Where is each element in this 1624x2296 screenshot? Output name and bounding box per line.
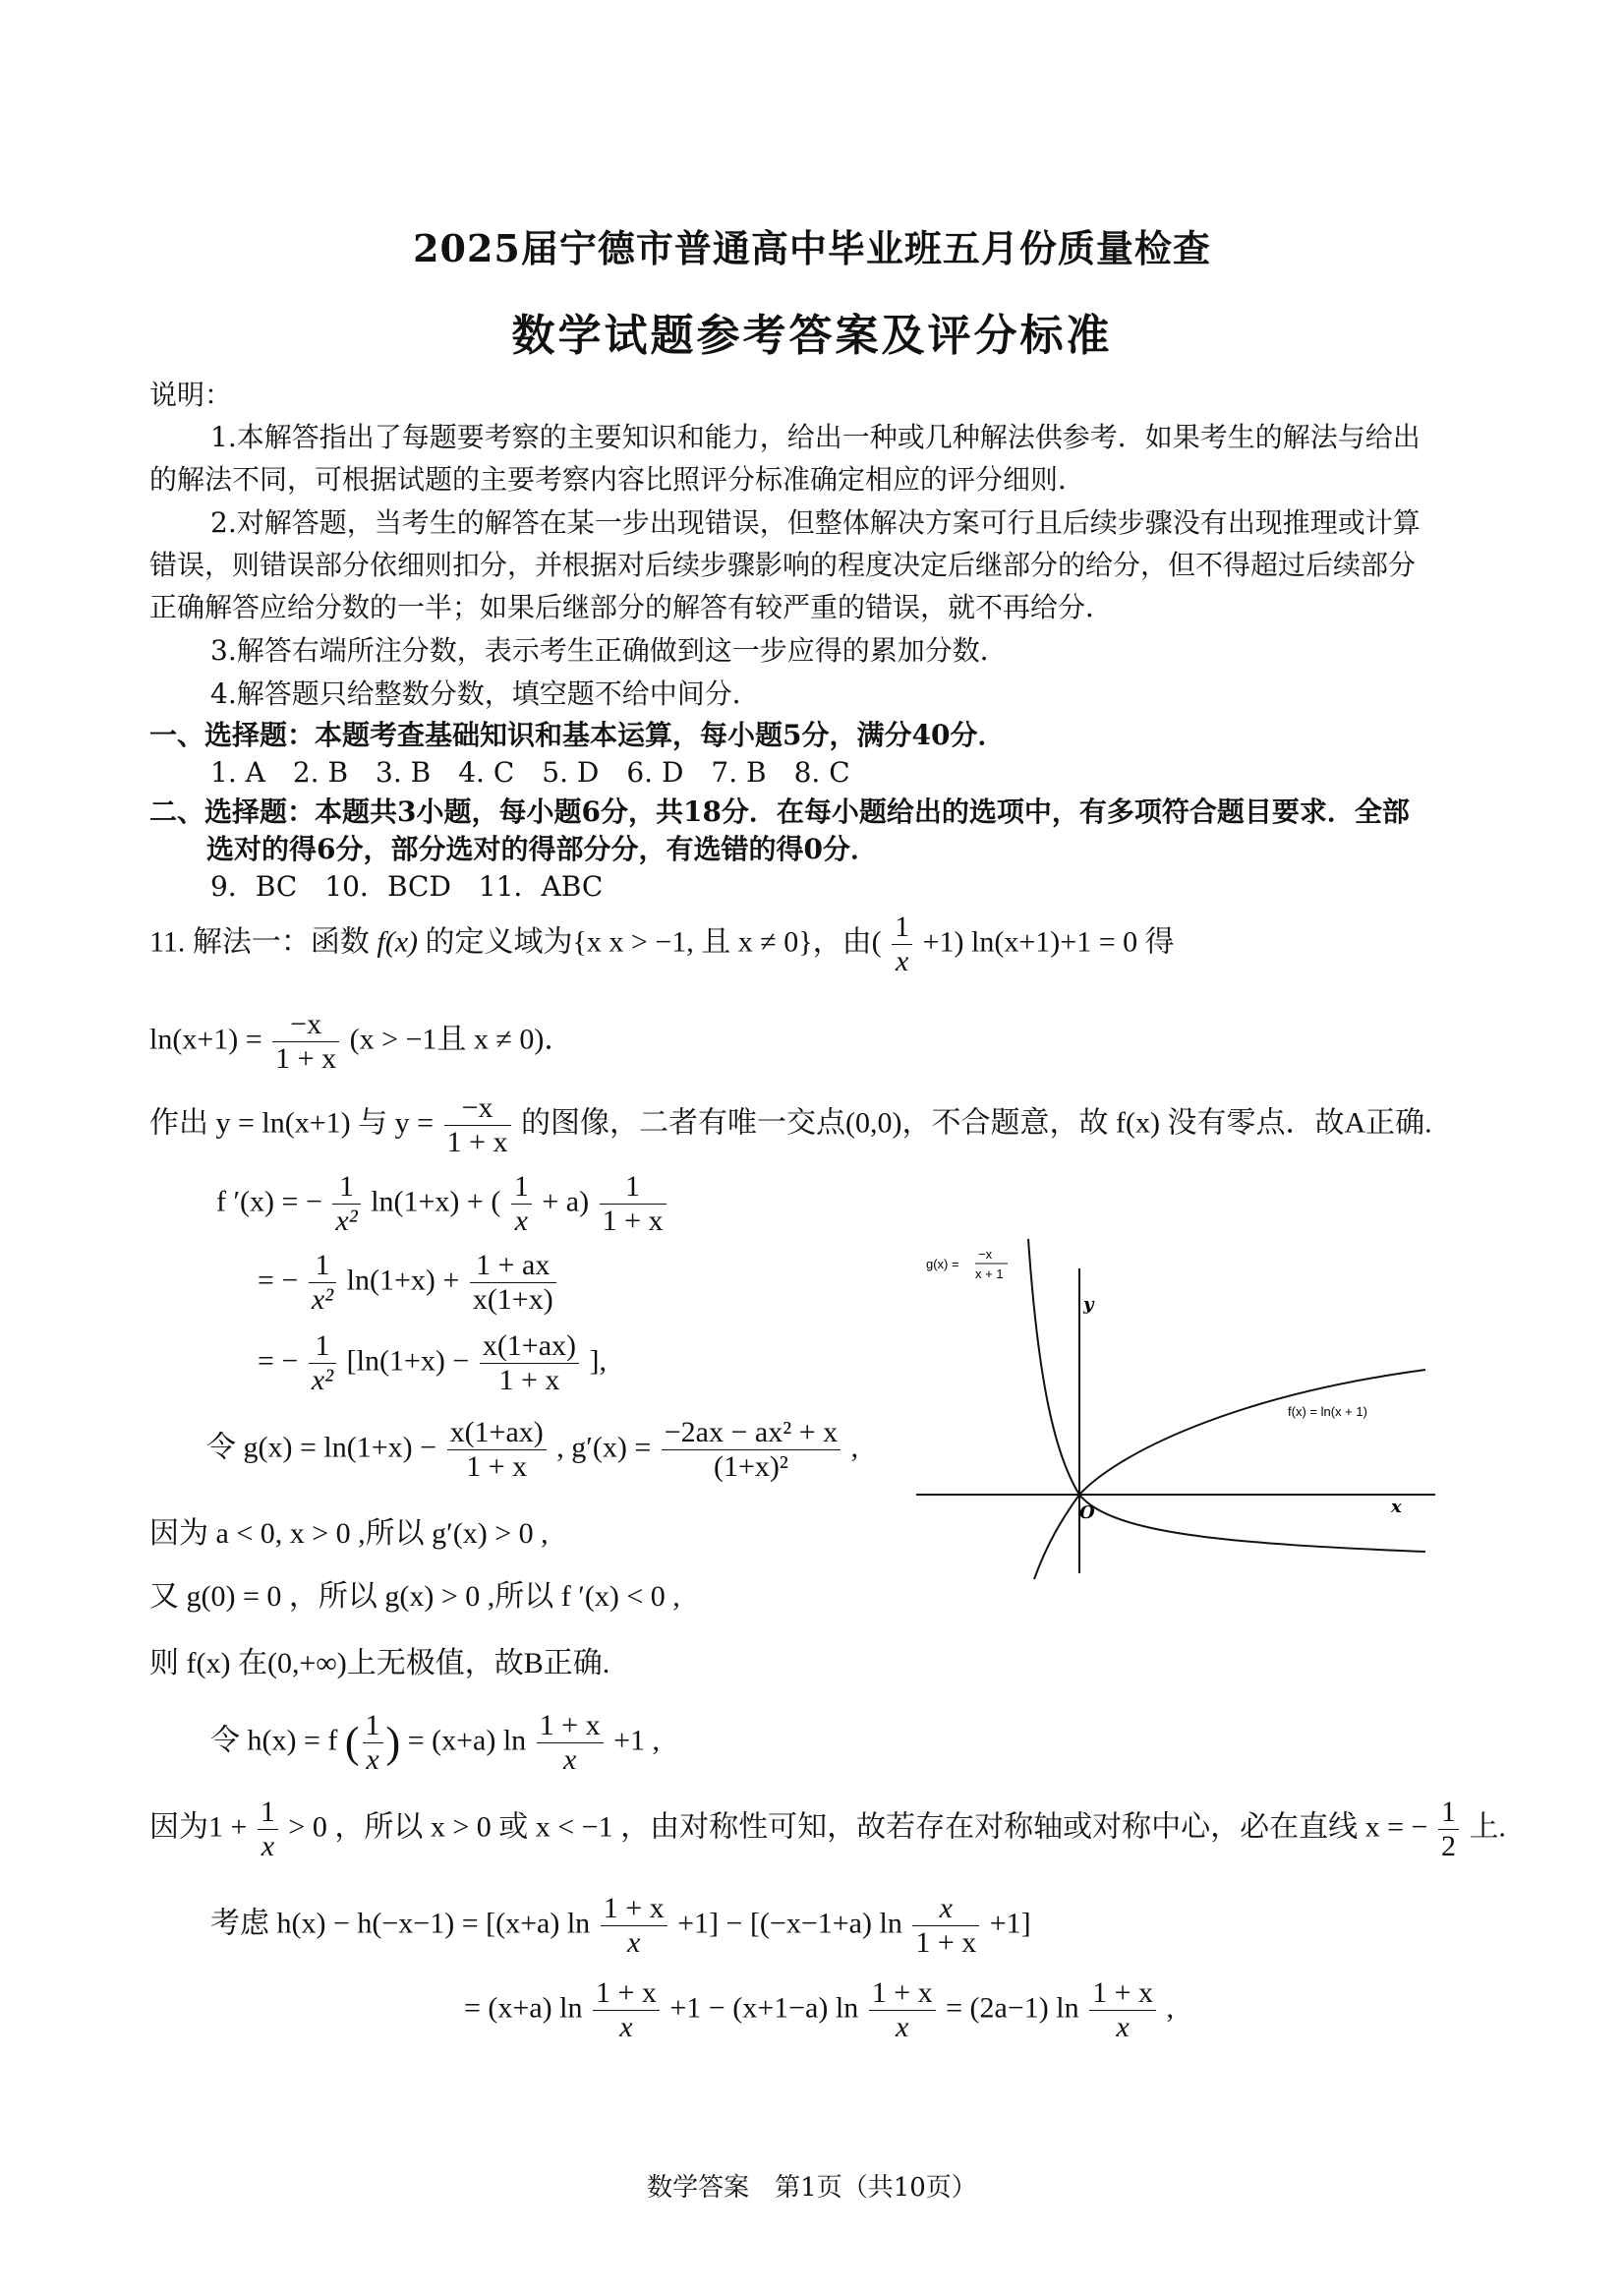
fraction: $\frac{1}{1 + x}$ bbox=[600, 1170, 667, 1238]
consider-line-1: 考虑 h(x) − h(−x−1) = [(x+a) ln $\frac{1 + x}{x}$ +1] − [(−x−1+a) ln $\frac{x}{1 + x}$ +1] bbox=[210, 1892, 1031, 1959]
g-definition-line: 令 g(x) = ln(1+x) − $\frac{x(1+ax)}{1 + x}$ , g′(x) = $\frac{\text{−2ax − ax² + x}}{\text{(1+x)²}}$ , bbox=[206, 1416, 859, 1483]
solution-line-3: 作出 y = ln(x+1) 与 y = $\frac{-x}{1 + x}$ 的图像，二者有唯一交点(0,0)，不合题意，故 f(x) 没有零点．故A正确. bbox=[149, 1091, 1432, 1158]
fraction: $\frac{1}{x}$ bbox=[363, 1709, 383, 1777]
derivative-line-1: f ′(x) = − $\frac{1}{\text{x²}}$ ln(1+x) + ( $\frac{1}{x}$ + a) $\frac{1}{1 + x}$ bbox=[216, 1170, 669, 1238]
fraction: $\frac{1}{\text{x²}}$ bbox=[309, 1329, 336, 1397]
fraction: $\frac{1}{x}$ bbox=[511, 1170, 532, 1238]
section-1-heading: 一、选择题：本题考查基础知识和基本运算，每小题5分，满分40分． bbox=[149, 719, 1006, 751]
fraction: $\frac{1 + x}{x}$ bbox=[537, 1709, 604, 1777]
x-axis-label: x bbox=[1391, 1497, 1402, 1517]
section-2-heading-line-1: 二、选择题：本题共3小题，每小题6分，共18分．在每小题给出的选项中，有多项符合题目要求．全部 bbox=[149, 795, 1410, 828]
section-2-heading-line-2: 选对的得6分，部分选对的得部分分，有选错的得0分． bbox=[206, 833, 878, 865]
f-label: f(x) = ln(x + 1) bbox=[1288, 1404, 1367, 1419]
g-label-num: −x bbox=[978, 1247, 993, 1262]
statement-1: 因为 a < 0, x > 0 ,所以 g′(x) > 0 , bbox=[149, 1517, 549, 1550]
fraction: $\frac{1}{\text{x²}}$ bbox=[309, 1249, 336, 1317]
g-label-den: x + 1 bbox=[975, 1266, 1004, 1281]
note-1-line-2: 的解法不同，可根据试题的主要考察内容比照评分标准确定相应的评分细则． bbox=[149, 463, 1086, 496]
symmetry-line: 因为1 + $\frac{1}{x}$ > 0 ，所以 x > 0 或 x < −1 ，由对称性可知，故若存在对称轴或对称中心，必在直线 x = − $\frac{1}{2}$ 上. bbox=[149, 1796, 1506, 1862]
fraction: $\frac{1 + x}{x}$ bbox=[593, 1976, 660, 2044]
fraction: $\frac{1 + x}{x}$ bbox=[601, 1892, 667, 1960]
solution-line-1: 11. 解法一：函数 f(x) 的定义域为{x x > −1, 且 x ≠ 0}，由( $\frac{1}{x}$ +1) ln(x+1)+1 = 0 得 bbox=[149, 911, 1175, 977]
page-footer: 数学答案 第1页（共10页） bbox=[647, 2173, 977, 2203]
statement-3: 则 f(x) 在(0,+∞)上无极值，故B正确. bbox=[149, 1647, 610, 1679]
note-2-line-1: 2.对解答题，当考生的解答在某一步出现错误，但整体解决方案可行且后续步骤没有出现推理或计算 bbox=[210, 506, 1421, 539]
fraction: $\frac{\text{−2ax − ax² + x}}{\text{(1+x)²}}$ bbox=[662, 1416, 841, 1484]
page-title: 2025届宁德市普通高中毕业班五月份质量检查 bbox=[413, 226, 1211, 270]
note-3: 3.解答右端所注分数，表示考生正确做到这一步应得的累加分数． bbox=[210, 634, 1008, 667]
fraction: $\frac{1 + ax}{x(1+x)}$ bbox=[470, 1249, 556, 1317]
derivative-line-3: = − $\frac{1}{\text{x²}}$ [ln(1+x) − $\frac{x(1+ax)}{1 + x}$ ], bbox=[258, 1329, 608, 1396]
fraction: $\frac{x(1+ax)}{1 + x}$ bbox=[447, 1416, 547, 1484]
derivative-line-2: = − $\frac{1}{\text{x²}}$ ln(1+x) + $\frac{1 + ax}{x(1+x)}$ bbox=[258, 1249, 559, 1317]
statement-2: 又 g(0) = 0 ，所以 g(x) > 0 ,所以 f ′(x) < 0 , bbox=[149, 1580, 680, 1613]
section-1-answers: 1. A 2. B 3. B 4. C 5. D 6. D 7. B 8. C bbox=[210, 756, 850, 789]
g-label: g(x) = bbox=[926, 1257, 959, 1271]
note-2-line-3: 正确解答应给分数的一半；如果后继部分的解答有较严重的错误，就不再给分． bbox=[149, 591, 1114, 623]
solution-line-2: ln(x+1) = $\frac{-x}{1 + x}$ (x > −1且 x ≠ 0)． bbox=[149, 1008, 574, 1075]
note-2-line-2: 错误，则错误部分依细则扣分，并根据对后续步骤影响的程度决定后继部分的给分，但不得超过后续部分 bbox=[149, 549, 1417, 581]
fraction: $\frac{1}{x}$ bbox=[258, 1796, 278, 1863]
fraction: $\frac{-x}{1 + x}$ bbox=[272, 1008, 339, 1076]
fraction: $\frac{x}{1 + x}$ bbox=[912, 1892, 979, 1960]
note-4: 4.解答题只给整数分数，填空题不给中间分． bbox=[210, 677, 760, 710]
fraction: $\frac{1}{2}$ bbox=[1438, 1796, 1459, 1863]
fraction: $\frac{1 + x}{x}$ bbox=[869, 1976, 936, 2044]
y-axis-label: y bbox=[1083, 1294, 1094, 1315]
origin-label: O bbox=[1079, 1502, 1095, 1523]
fraction: $\frac{1}{x}$ bbox=[892, 911, 912, 978]
fraction: $\frac{1 + x}{x}$ bbox=[1089, 1976, 1156, 2044]
function-graph bbox=[904, 1219, 1455, 1593]
fraction: $\frac{x(1+ax)}{1 + x}$ bbox=[480, 1329, 579, 1397]
page-subtitle: 数学试题参考答案及评分标准 bbox=[511, 311, 1113, 361]
note-1-line-1: 1.本解答指出了每题要考察的主要知识和能力，给出一种或几种解法供参考．如果考生的解法与给出 bbox=[210, 421, 1421, 453]
section-2-answers: 9．BC 10．BCD 11．ABC bbox=[210, 870, 604, 903]
h-definition-line: 令 h(x) = f ( $\frac{1}{x}$ ) = (x+a) ln $\frac{1 + x}{x}$ +1 , bbox=[210, 1709, 661, 1776]
notes-heading: 说明： bbox=[149, 379, 233, 411]
consider-line-2: = (x+a) ln $\frac{1 + x}{x}$ +1 − (x+1−a) ln $\frac{1 + x}{x}$ = (2a−1) ln $\frac{1 + x}{x}$ , bbox=[464, 1976, 1175, 2043]
fraction: $\frac{-x}{1 + x}$ bbox=[444, 1091, 511, 1159]
fraction: $\frac{1}{\text{x²}}$ bbox=[332, 1170, 360, 1238]
f-curve bbox=[1034, 1370, 1425, 1579]
